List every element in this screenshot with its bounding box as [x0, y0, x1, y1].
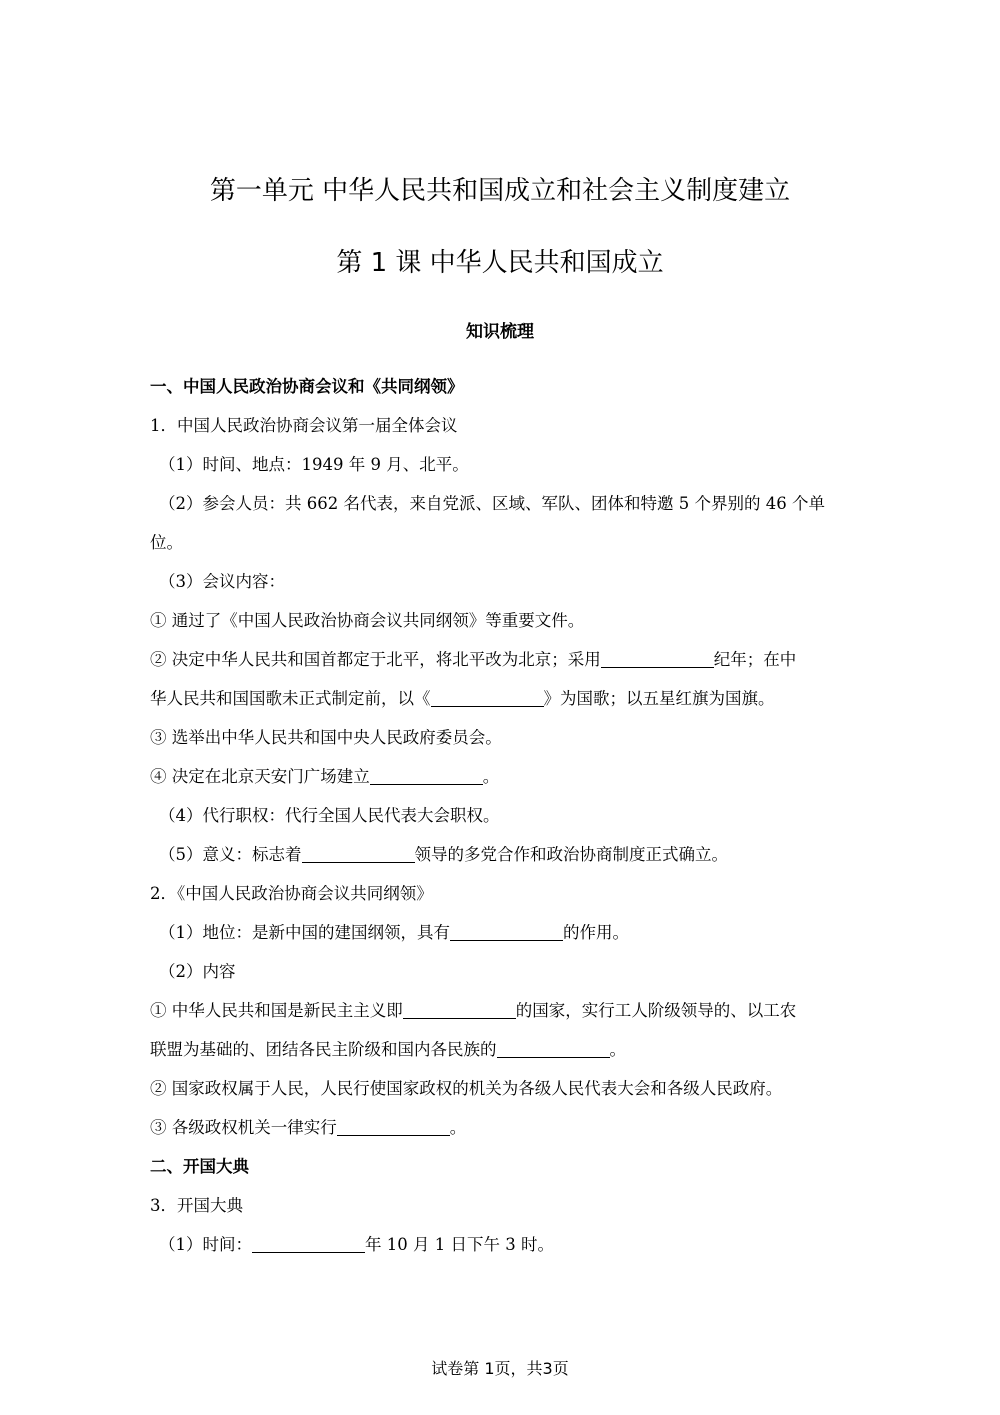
text: 纪年；在中: [713, 650, 797, 669]
fill-blank[interactable]: [601, 666, 714, 668]
fill-blank[interactable]: [337, 1134, 450, 1136]
content-4: [150, 757, 850, 796]
text: 的作用。: [563, 923, 629, 942]
text: 》为国歌；以五星红旗为国旗。: [543, 689, 775, 708]
heading-1: 一、中国人民政治协商会议和《共同纲领》: [150, 377, 464, 396]
item-1: 1．中国人民政治协商会议第一届全体会议: [150, 416, 458, 435]
item-1-5: [150, 835, 850, 874]
heading-2: 二、开国大典: [150, 1157, 249, 1176]
text: 。: [609, 1040, 626, 1059]
content-2b: [150, 679, 850, 718]
unit-title: 第一单元 中华人民共和国成立和社会主义制度建立: [209, 176, 791, 206]
fill-blank[interactable]: [450, 939, 563, 941]
fill-blank[interactable]: [403, 1017, 516, 1019]
text: ① 中华人民共和国是新民主主义即: [150, 1001, 403, 1020]
item-2: 2．《中国人民政治协商会议共同纲领》: [150, 884, 433, 903]
fill-blank[interactable]: [431, 705, 544, 707]
text: 联盟为基础的、团结各民主阶级和国内各民族的: [150, 1040, 497, 1059]
detail-1b: [150, 1030, 850, 1069]
lesson-title: 第 1 课 中华人民共和国成立: [336, 248, 664, 278]
content-1: ① 通过了《中国人民政治协商会议共同纲领》等重要文件。: [150, 611, 585, 630]
item-3: 3．开国大典: [150, 1196, 243, 1215]
item-1-4: （4）代行职权：代行全国人民代表大会职权。: [159, 806, 500, 825]
detail-3: [150, 1108, 850, 1147]
fill-blank[interactable]: [370, 783, 483, 785]
section-heading: 知识梳理: [466, 322, 534, 342]
text: （5）意义：标志着: [159, 845, 302, 864]
page-footer: 试卷第 1页，共3页: [431, 1359, 569, 1378]
text: ② 决定中华人民共和国首都定于北平，将北平改为北京；采用: [150, 650, 601, 669]
text: 。: [482, 767, 500, 786]
item-1-1: （1）时间、地点：1949 年 9 月、北平。: [159, 455, 469, 474]
content-2a: [150, 640, 850, 679]
text: 年 10 月 1 日下午 3 时。: [365, 1235, 554, 1254]
fill-blank[interactable]: [497, 1056, 610, 1058]
item-3-1: [150, 1225, 850, 1264]
item-2-2: （2）内容: [159, 962, 236, 981]
detail-1a: [150, 991, 850, 1030]
item-1-3: （3）会议内容：: [159, 572, 285, 591]
text: ④ 决定在北京天安门广场建立: [150, 767, 370, 786]
content-3: ③ 选举出中华人民共和国中央人民政府委员会。: [150, 728, 502, 747]
content-body: [150, 367, 850, 1264]
text: 领导的多党合作和政治协商制度正式确立。: [414, 845, 728, 864]
item-2-1: [150, 913, 850, 952]
text: 的国家，实行工人阶级领导的、以工农: [515, 1001, 797, 1020]
text: 华人民共和国国歌未正式制定前，以《: [150, 689, 431, 708]
item-1-2a: （2）参会人员：共 662 名代表，来自党派、区域、军队、团体和特邀 5 个界别的 46 个单: [159, 494, 825, 513]
item-1-2b: 位。: [150, 533, 183, 552]
text: （1）地位：是新中国的建国纲领，具有: [159, 923, 450, 942]
fill-blank[interactable]: [252, 1251, 365, 1253]
text: 。: [449, 1118, 467, 1137]
detail-2: ② 国家政权属于人民，人民行使国家政权的机关为各级人民代表大会和各级人民政府。: [150, 1079, 783, 1098]
fill-blank[interactable]: [302, 861, 415, 863]
text: ③ 各级政权机关一律实行: [150, 1118, 337, 1137]
text: （1）时间：: [159, 1235, 252, 1254]
